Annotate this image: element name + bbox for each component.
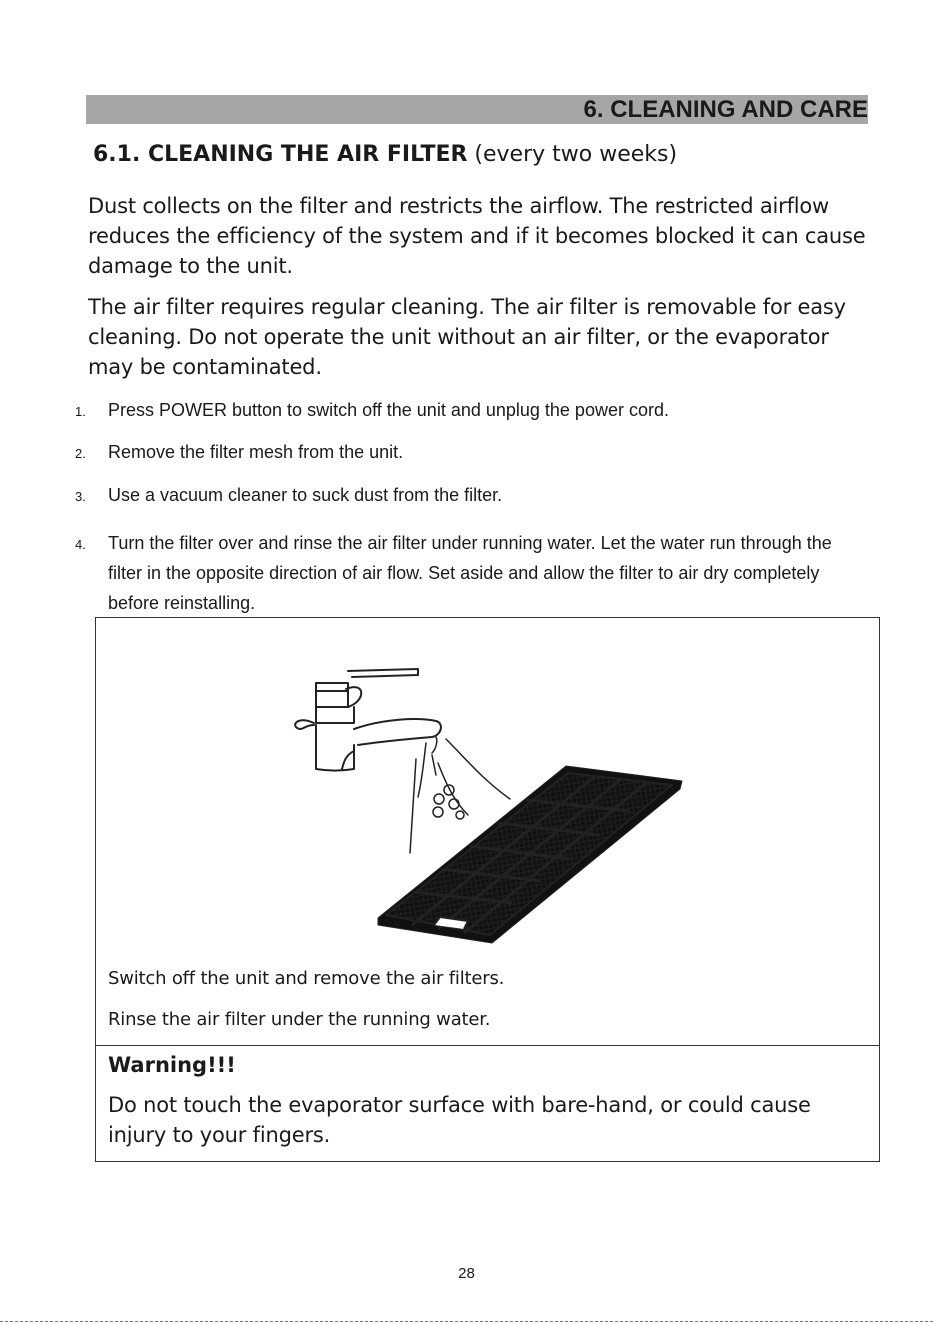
step-text: Press POWER button to switch off the unit and unplug the power cord. bbox=[108, 400, 669, 420]
step-text: Use a vacuum cleaner to suck dust from the filter. bbox=[108, 485, 503, 505]
step-number: 1. bbox=[75, 404, 86, 419]
removal-paragraph: The air filter requires regular cleaning. The air filter is removable for easy cleaning. Do not operate the unit without an air filter, or the evaporator may be contaminated. bbox=[88, 295, 846, 379]
page-number: 28 bbox=[458, 1265, 475, 1282]
step-number: 2. bbox=[75, 446, 86, 461]
subsection-title: 6.1. CLEANING THE AIR FILTER bbox=[93, 142, 468, 167]
step-text: Turn the filter over and rinse the air filter under running water. Let the water run through the filter in the opposite direction of air flow. Set aside and allow the filter to air dry completely before reinstalling. bbox=[108, 533, 832, 613]
figure-caption-2: Rinse the air filter under the running water. bbox=[108, 1009, 491, 1030]
figure-caption-1: Switch off the unit and remove the air filters. bbox=[108, 968, 505, 989]
warning-text: Do not touch the evaporator surface with bare-hand, or could cause injury to your fingers. bbox=[108, 1093, 811, 1147]
faucet-rinsing-filter-icon bbox=[286, 663, 706, 953]
section-title: 6. CLEANING AND CARE bbox=[583, 96, 868, 123]
intro-paragraph: Dust collects on the filter and restricts the airflow. The restricted airflow reduces the efficiency of the system and if it becomes blocked it can cause damage to the unit. bbox=[88, 194, 866, 278]
subsection-frequency: (every two weeks) bbox=[474, 142, 678, 167]
step-number: 3. bbox=[75, 489, 86, 504]
figure-box bbox=[95, 617, 880, 1046]
warning-title: Warning!!! bbox=[108, 1053, 236, 1077]
step-text: Remove the filter mesh from the unit. bbox=[108, 442, 404, 462]
step-number: 4. bbox=[75, 537, 86, 552]
subsection-heading bbox=[93, 139, 677, 171]
warning-box bbox=[95, 1045, 880, 1162]
section-header-bar bbox=[86, 95, 868, 124]
page-bottom-rule bbox=[0, 1321, 933, 1322]
